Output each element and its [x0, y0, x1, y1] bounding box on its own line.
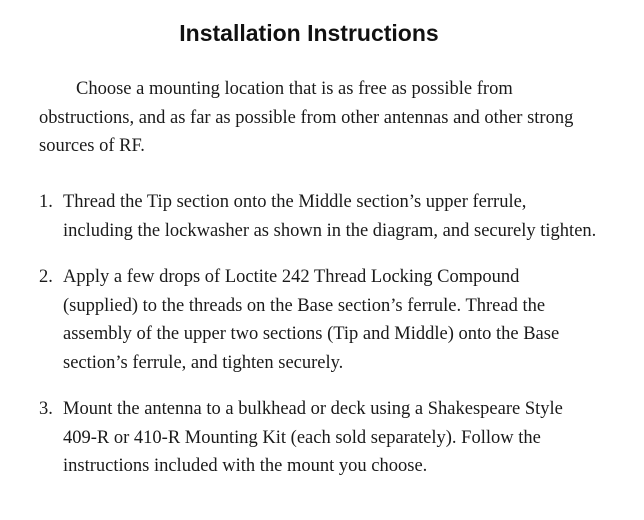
step-text: Thread the Tip section onto the Middle section’s upper ferrule, including the lockwasher as shown in the diagram, and securely tighten. [63, 192, 597, 241]
instruction-steps-list [39, 188, 599, 499]
step-number: 1. [39, 192, 53, 212]
step-text: Apply a few drops of Loctite 242 Thread Locking Compound (supplied) to the threads on the Base section’s ferrule. Thread the assembly of the upper two sections (Tip and Middle) onto the Base section’s ferrule, and tighten securely. [63, 267, 560, 373]
intro-paragraph: Choose a mounting location that is as free as possible from obstructions, and as far as possible from other antennas and other strong sources of RF. [39, 79, 574, 156]
step-text: Mount the antenna to a bulkhead or deck using a Shakespeare Style 409-R or 410-R Mounting Kit (each sold separately). Follow the instructions included with the mount you choose. [63, 399, 563, 476]
page-title: Installation Instructions [179, 20, 439, 46]
step-number: 2. [39, 267, 53, 287]
step-number: 3. [39, 399, 53, 419]
instruction-step-2 [39, 263, 599, 377]
instruction-step-1 [39, 188, 599, 245]
instruction-step-3 [39, 395, 599, 481]
